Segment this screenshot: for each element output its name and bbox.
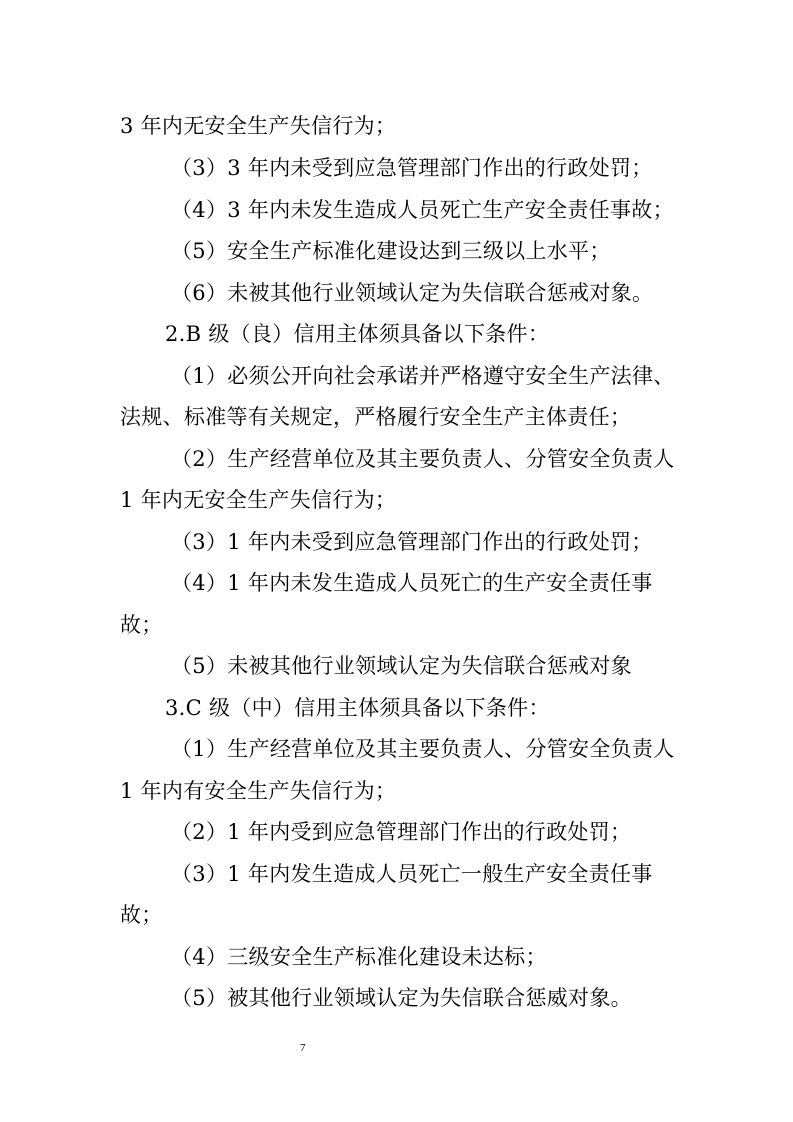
text-line-21: （4）三级安全生产标准化建设未达标；	[171, 945, 547, 969]
text-line-18: （2）1 年内受到应急管理部门作出的行政处罚；	[171, 820, 632, 844]
page-number: 7	[300, 1042, 306, 1054]
text-line-15: 3.C 级（中）信用主体须具备以下条件：	[165, 696, 550, 720]
text-line-7: （1）必须公开向社会承诺并严格遵守安全生产法律、	[171, 364, 675, 388]
text-line-22: （5）被其他行业领域认定为失信联合惩威对象。	[171, 986, 632, 1010]
text-line-6: 2.B 级（良）信用主体须具备以下条件：	[165, 322, 550, 346]
text-line-16: （1）生产经营单位及其主要负责人、分管安全负责人	[171, 737, 675, 761]
text-line-19: （3）1 年内发生造成人员死亡一般生产安全责任事	[171, 862, 653, 886]
text-line-3: （4）3 年内未发生造成人员死亡生产安全责任事故；	[171, 198, 674, 222]
text-line-4: （5）安全生产标准化建设达到三级以上水平；	[171, 239, 611, 263]
text-line-5: （6）未被其他行业领域认定为失信联合惩戒对象。	[171, 281, 654, 305]
text-line-12: （4）1 年内未发生造成人员死亡的生产安全责任事	[171, 571, 653, 595]
text-line-2: （3）3 年内未受到应急管理部门作出的行政处罚；	[171, 156, 653, 180]
text-line-10: 1 年内无安全生产失信行为；	[120, 488, 397, 512]
text-line-11: （3）1 年内未受到应急管理部门作出的行政处罚；	[171, 530, 653, 554]
text-line-20: 故；	[120, 903, 163, 927]
text-line-17: 1 年内有安全生产失信行为；	[120, 779, 397, 803]
text-line-9: （2）生产经营单位及其主要负责人、分管安全负责人	[171, 447, 675, 471]
text-line-13: 故；	[120, 613, 163, 637]
text-line-1: 3 年内无安全生产失信行为；	[120, 114, 397, 138]
text-line-14: （5）未被其他行业领域认定为失信联合惩戒对象	[171, 654, 632, 678]
text-line-8: 法规、标准等有关规定，严格履行安全生产主体责任；	[120, 405, 632, 429]
